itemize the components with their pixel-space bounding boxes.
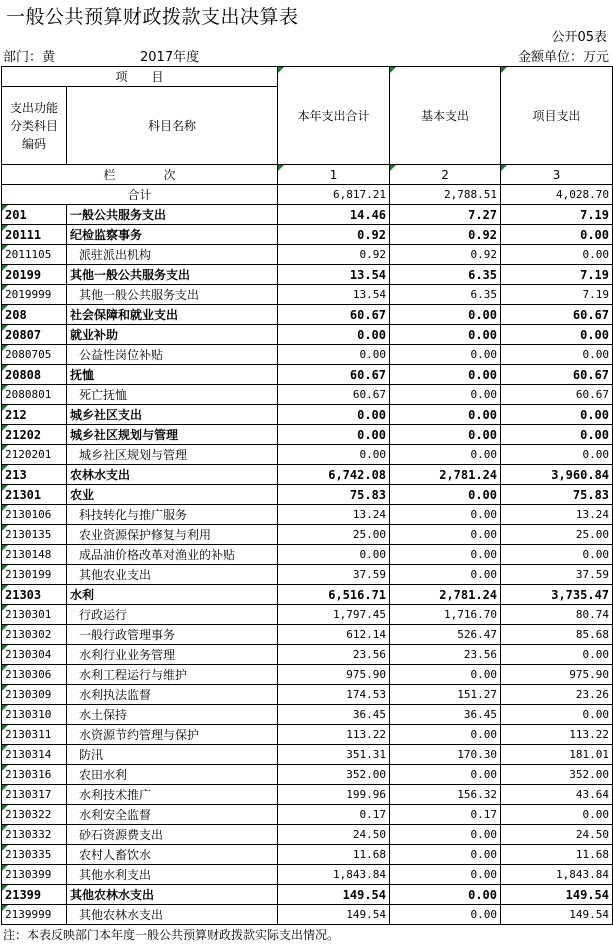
row-total: 351.31 [278, 745, 390, 765]
row-total: 0.92 [278, 245, 390, 265]
row-name: 水利执法监督 [67, 685, 278, 705]
row-total: 0.00 [278, 405, 390, 425]
row-total: 13.54 [278, 285, 390, 305]
amount-unit: 金额单位：万元 [517, 50, 609, 65]
row-name: 科技转化与推广服务 [67, 505, 278, 525]
row-project: 60.67 [501, 305, 613, 325]
total-row [2, 185, 613, 205]
row-project: 75.83 [501, 485, 613, 505]
row-project: 0.00 [501, 545, 613, 565]
row-project: 3,735.47 [501, 585, 613, 605]
row-basic: 170.30 [390, 745, 501, 765]
row-project: 11.68 [501, 845, 613, 865]
row-project: 975.90 [501, 665, 613, 685]
row-total: 1,797.45 [278, 605, 390, 625]
name-header: 科目名称 [67, 87, 278, 165]
table-row [2, 565, 613, 585]
row-total: 60.67 [278, 385, 390, 405]
row-total: 14.46 [278, 205, 390, 225]
row-total: 24.50 [278, 825, 390, 845]
table-row [2, 785, 613, 805]
row-code: 2011105 [2, 245, 67, 265]
row-total: 60.67 [278, 305, 390, 325]
row-code: 20808 [2, 365, 67, 385]
row-total: 352.00 [278, 765, 390, 785]
row-basic: 0.00 [390, 665, 501, 685]
row-total: 975.90 [278, 665, 390, 685]
row-total: 199.96 [278, 785, 390, 805]
row-project: 25.00 [501, 525, 613, 545]
row-code: 2130301 [2, 605, 67, 625]
table-row [2, 765, 613, 785]
table-row [2, 705, 613, 725]
row-basic: 0.00 [390, 385, 501, 405]
row-name: 农村人畜饮水 [67, 845, 278, 865]
row-total: 0.00 [278, 545, 390, 565]
item-header: 项 目 [2, 67, 278, 87]
col-index-3: 3 [501, 165, 613, 185]
row-basic: 156.32 [390, 785, 501, 805]
row-total: 13.24 [278, 505, 390, 525]
row-name: 农林水支出 [67, 465, 278, 485]
row-project: 37.59 [501, 565, 613, 585]
row-name: 农业 [67, 485, 278, 505]
row-code: 213 [2, 465, 67, 485]
row-basic: 0.00 [390, 825, 501, 845]
row-name: 水资源节约管理与保护 [67, 725, 278, 745]
row-total: 11.68 [278, 845, 390, 865]
row-code: 2130314 [2, 745, 67, 765]
row-name: 砂石资源费支出 [67, 825, 278, 845]
total-header: 本年支出合计 [278, 67, 390, 165]
row-total: 75.83 [278, 485, 390, 505]
row-basic: 0.00 [390, 485, 501, 505]
row-basic: 151.27 [390, 685, 501, 705]
row-basic: 0.00 [390, 505, 501, 525]
table-row [2, 645, 613, 665]
row-total: 0.00 [278, 345, 390, 365]
row-project: 181.01 [501, 745, 613, 765]
row-total: 60.67 [278, 365, 390, 385]
table-row [2, 865, 613, 885]
table-row [2, 905, 613, 925]
row-name: 其他水利支出 [67, 865, 278, 885]
row-total: 174.53 [278, 685, 390, 705]
row-basic: 0.00 [390, 905, 501, 925]
row-code: 2130310 [2, 705, 67, 725]
table-row [2, 545, 613, 565]
row-total: 612.14 [278, 625, 390, 645]
row-code: 2130309 [2, 685, 67, 705]
row-code: 20807 [2, 325, 67, 345]
code-header: 支出功能分类科目编码 [2, 87, 67, 165]
row-basic: 0.00 [390, 405, 501, 425]
row-project: 7.19 [501, 285, 613, 305]
row-basic: 0.92 [390, 245, 501, 265]
row-name: 派驻派出机构 [67, 245, 278, 265]
total-basic: 2,788.51 [390, 185, 501, 205]
row-project: 0.00 [501, 805, 613, 825]
row-name: 水利技术推广 [67, 785, 278, 805]
row-project: 23.26 [501, 685, 613, 705]
form-number: 公开05表 [551, 30, 607, 45]
row-basic: 36.45 [390, 705, 501, 725]
row-project: 0.00 [501, 345, 613, 365]
row-total: 0.92 [278, 225, 390, 245]
department-label: 部门：黄 [3, 50, 56, 65]
row-total: 113.22 [278, 725, 390, 745]
row-name: 水利行业业务管理 [67, 645, 278, 665]
row-basic: 0.17 [390, 805, 501, 825]
row-basic: 2,781.24 [390, 585, 501, 605]
row-code: 2130316 [2, 765, 67, 785]
row-project: 352.00 [501, 765, 613, 785]
row-total: 1,843.84 [278, 865, 390, 885]
row-project: 0.00 [501, 325, 613, 345]
row-basic: 0.00 [390, 545, 501, 565]
row-total: 0.17 [278, 805, 390, 825]
table-row [2, 365, 613, 385]
row-total: 6,516.71 [278, 585, 390, 605]
row-code: 2139999 [2, 905, 67, 925]
row-total: 23.56 [278, 645, 390, 665]
row-project: 0.00 [501, 425, 613, 445]
row-code: 2130135 [2, 525, 67, 545]
row-basic: 0.00 [390, 845, 501, 865]
table-row [2, 625, 613, 645]
row-basic: 0.00 [390, 305, 501, 325]
table-row [2, 325, 613, 345]
table-row [2, 285, 613, 305]
table-row [2, 405, 613, 425]
row-project: 0.00 [501, 705, 613, 725]
row-total: 149.54 [278, 905, 390, 925]
table-row [2, 385, 613, 405]
row-code: 212 [2, 405, 67, 425]
row-name: 一般公共服务支出 [67, 205, 278, 225]
row-basic: 0.00 [390, 425, 501, 445]
table-row [2, 485, 613, 505]
row-project: 80.74 [501, 605, 613, 625]
row-code: 21202 [2, 425, 67, 445]
row-code: 20199 [2, 265, 67, 285]
row-code: 21303 [2, 585, 67, 605]
table-row [2, 445, 613, 465]
row-basic: 6.35 [390, 285, 501, 305]
row-code: 2130311 [2, 725, 67, 745]
table-row [2, 805, 613, 825]
row-code: 2130106 [2, 505, 67, 525]
row-name: 社会保障和就业支出 [67, 305, 278, 325]
table-row [2, 265, 613, 285]
row-project: 0.00 [501, 445, 613, 465]
row-code: 2130304 [2, 645, 67, 665]
report-title: 一般公共预算财政拨款支出决算表 [6, 6, 299, 28]
row-total: 0.00 [278, 325, 390, 345]
row-code: 2130322 [2, 805, 67, 825]
row-name: 农田水利 [67, 765, 278, 785]
row-name: 水土保持 [67, 705, 278, 725]
row-code: 201 [2, 205, 67, 225]
row-name: 其他一般公共服务支出 [67, 265, 278, 285]
row-project: 1,843.84 [501, 865, 613, 885]
row-name: 城乡社区规划与管理 [67, 445, 278, 465]
row-code: 2080705 [2, 345, 67, 365]
row-project: 7.19 [501, 205, 613, 225]
row-code: 2080801 [2, 385, 67, 405]
row-name: 行政运行 [67, 605, 278, 625]
fiscal-year: 2017年度 [140, 50, 200, 65]
col-index-2: 2 [390, 165, 501, 185]
row-project: 24.50 [501, 825, 613, 845]
table-row [2, 665, 613, 685]
row-code: 2130399 [2, 865, 67, 885]
col-index-1: 1 [278, 165, 390, 185]
row-project: 60.67 [501, 385, 613, 405]
table-note: 注：本表反映部门本年度一般公共预算财政拨款实际支出情况。 [3, 928, 340, 942]
row-basic: 0.00 [390, 885, 501, 905]
basic-header: 基本支出 [390, 67, 501, 165]
table-row [2, 245, 613, 265]
table-row [2, 345, 613, 365]
table-row [2, 425, 613, 445]
row-total: 25.00 [278, 525, 390, 545]
row-basic: 0.00 [390, 765, 501, 785]
row-code: 2120201 [2, 445, 67, 465]
row-basic: 6.35 [390, 265, 501, 285]
row-name: 其他农林水支出 [67, 885, 278, 905]
row-name: 就业补助 [67, 325, 278, 345]
row-basic: 0.00 [390, 725, 501, 745]
row-name: 水利工程运行与维护 [67, 665, 278, 685]
table-row [2, 305, 613, 325]
row-total: 149.54 [278, 885, 390, 905]
row-project: 0.00 [501, 245, 613, 265]
row-code: 2019999 [2, 285, 67, 305]
row-project: 43.64 [501, 785, 613, 805]
row-name: 其他一般公共服务支出 [67, 285, 278, 305]
row-name: 城乡社区规划与管理 [67, 425, 278, 445]
table-row [2, 605, 613, 625]
row-name: 农业资源保护修复与利用 [67, 525, 278, 545]
row-project: 13.24 [501, 505, 613, 525]
row-basic: 23.56 [390, 645, 501, 665]
row-basic: 0.00 [390, 445, 501, 465]
total-sum: 6,817.21 [278, 185, 390, 205]
row-basic: 0.00 [390, 325, 501, 345]
row-name: 成品油价格改革对渔业的补贴 [67, 545, 278, 565]
table-row [2, 725, 613, 745]
row-project: 0.00 [501, 645, 613, 665]
row-code: 2130302 [2, 625, 67, 645]
table-row [2, 525, 613, 545]
row-name: 一般行政管理事务 [67, 625, 278, 645]
row-code: 2130306 [2, 665, 67, 685]
table-row [2, 505, 613, 525]
row-basic: 0.00 [390, 865, 501, 885]
row-total: 37.59 [278, 565, 390, 585]
table-row [2, 465, 613, 485]
row-project: 0.00 [501, 225, 613, 245]
row-code: 21301 [2, 485, 67, 505]
row-total: 6,742.08 [278, 465, 390, 485]
row-project: 113.22 [501, 725, 613, 745]
table-row [2, 885, 613, 905]
row-name: 其他农业支出 [67, 565, 278, 585]
row-code: 20111 [2, 225, 67, 245]
row-basic: 0.00 [390, 565, 501, 585]
row-code: 2130335 [2, 845, 67, 865]
row-name: 死亡抚恤 [67, 385, 278, 405]
row-project: 149.54 [501, 905, 613, 925]
row-basic: 0.00 [390, 525, 501, 545]
row-name: 其他农林水支出 [67, 905, 278, 925]
row-project: 7.19 [501, 265, 613, 285]
row-basic: 0.92 [390, 225, 501, 245]
row-project: 0.00 [501, 405, 613, 425]
row-name: 城乡社区支出 [67, 405, 278, 425]
row-basic: 0.00 [390, 365, 501, 385]
table-row [2, 585, 613, 605]
row-total: 0.00 [278, 425, 390, 445]
table-row [2, 745, 613, 765]
column-index-label: 栏 次 [2, 165, 278, 185]
row-basic: 526.47 [390, 625, 501, 645]
table-row [2, 205, 613, 225]
row-code: 21399 [2, 885, 67, 905]
row-basic: 1,716.70 [390, 605, 501, 625]
row-code: 2130332 [2, 825, 67, 845]
row-total: 0.00 [278, 445, 390, 465]
row-basic: 0.00 [390, 345, 501, 365]
row-name: 纪检监察事务 [67, 225, 278, 245]
row-name: 防汛 [67, 745, 278, 765]
row-code: 2130317 [2, 785, 67, 805]
row-code: 2130148 [2, 545, 67, 565]
row-code: 2130199 [2, 565, 67, 585]
row-basic: 2,781.24 [390, 465, 501, 485]
row-name: 公益性岗位补贴 [67, 345, 278, 365]
row-basic: 7.27 [390, 205, 501, 225]
row-project: 60.67 [501, 365, 613, 385]
total-project: 4,028.70 [501, 185, 613, 205]
table-row [2, 825, 613, 845]
row-name: 抚恤 [67, 365, 278, 385]
table-row [2, 225, 613, 245]
row-total: 13.54 [278, 265, 390, 285]
row-project: 149.54 [501, 885, 613, 905]
row-project: 3,960.84 [501, 465, 613, 485]
row-name: 水利 [67, 585, 278, 605]
total-label: 合计 [2, 185, 278, 205]
row-code: 208 [2, 305, 67, 325]
table-row [2, 845, 613, 865]
project-header: 项目支出 [501, 67, 613, 165]
table-row [2, 685, 613, 705]
row-total: 36.45 [278, 705, 390, 725]
expenditure-table [1, 66, 613, 925]
row-name: 水利安全监督 [67, 805, 278, 825]
row-project: 85.68 [501, 625, 613, 645]
